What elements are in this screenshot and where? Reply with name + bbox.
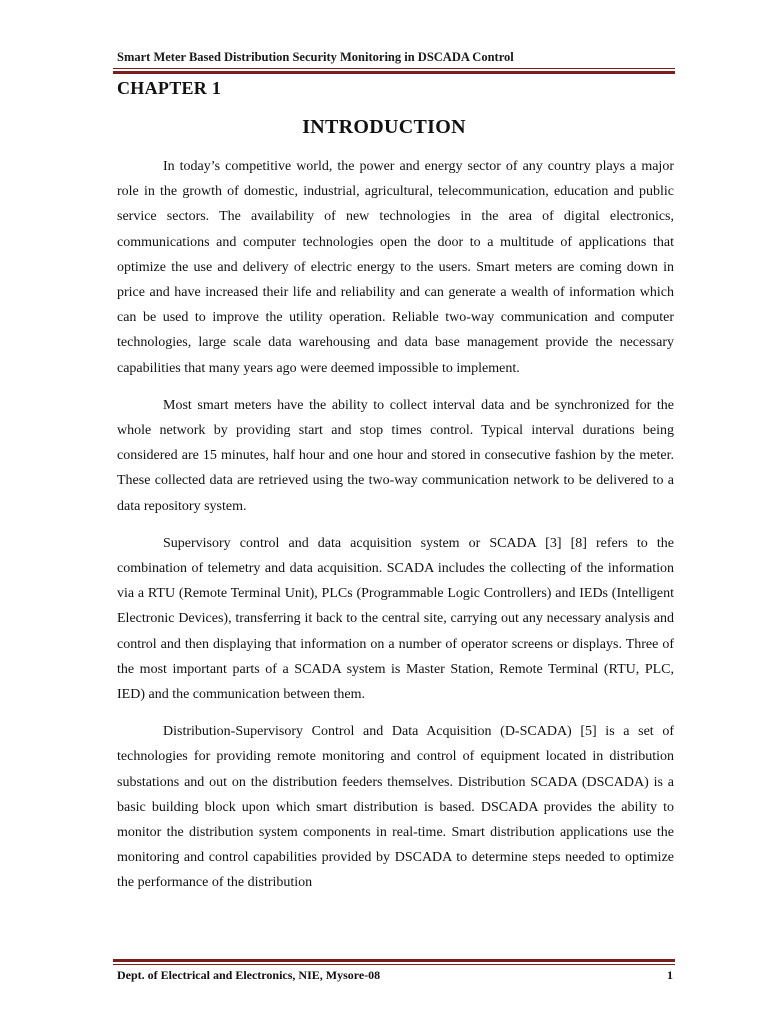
header-rule-thick	[113, 71, 675, 74]
chapter-label: CHAPTER 1	[117, 78, 222, 98]
footer-rule-thick	[113, 959, 675, 962]
paragraph-1: In today’s competitive world, the power and energy sector of any country plays a major role in the growth of domestic, industrial, agricultural, telecommunication, education and public service sectors. The availability of new technologies in the area of digital electronics, communications and computer technologies open the door to a multitude of applications that optimize the use and delivery of electric energy to the users. Smart meters are coming down in price and have increased their life and reliability and can generate a wealth of information which can be used to improve the utility operation. Reliable two-way communication and computer technologies, large scale data warehousing and data base management provide the necessary capabilities that many years ago were deemed impossible to implement.	[117, 159, 674, 376]
section-title: INTRODUCTION	[302, 116, 466, 138]
header-rule-thin	[113, 68, 675, 69]
paragraph-3: Supervisory control and data acquisition system or SCADA [3] [8] refers to the combination of telemetry and data acquisition. SCADA includes the collecting of the information via a RTU (Remote Terminal Unit), PLCs (Programmable Logic Controllers) and IEDs (Intelligent Electronic Devices), transferring it back to the central site, carrying out any necessary analysis and control and then displaying that information on a number of operator screens or displays. Three of the most important parts of a SCADA system is Master Station, Remote Terminal (RTU, PLC, IED) and the communication between them.	[117, 535, 674, 703]
paragraph-2: Most smart meters have the ability to collect interval data and be synchronized for the whole network by providing start and stop times control. Typical interval durations being considered are 15 minutes, half hour and one hour and stored in consecutive fashion by the meter. These collected data are retrieved using the two-way communication network to be delivered to a data repository system.	[117, 397, 674, 514]
paragraph-4: Distribution-Supervisory Control and Data Acquisition (D-SCADA) [5] is a set of technologies for providing remote monitoring and control of equipment located in distribution substations and out on the distribution feeders themselves. Distribution SCADA (DSCADA) is a basic building block upon which smart distribution is based. DSCADA provides the ability to monitor the distribution system components in real-time. Smart distribution applications use the monitoring and control capabilities provided by DSCADA to determine steps needed to optimize the performance of the distribution	[117, 724, 674, 891]
footer-rule-thin	[113, 964, 675, 965]
body-text	[117, 154, 674, 908]
running-header-title: Smart Meter Based Distribution Security Monitoring in DSCADA Control	[117, 50, 514, 64]
page-number: 1	[667, 968, 673, 982]
footer-department: Dept. of Electrical and Electronics, NIE, Mysore-08	[117, 968, 381, 982]
